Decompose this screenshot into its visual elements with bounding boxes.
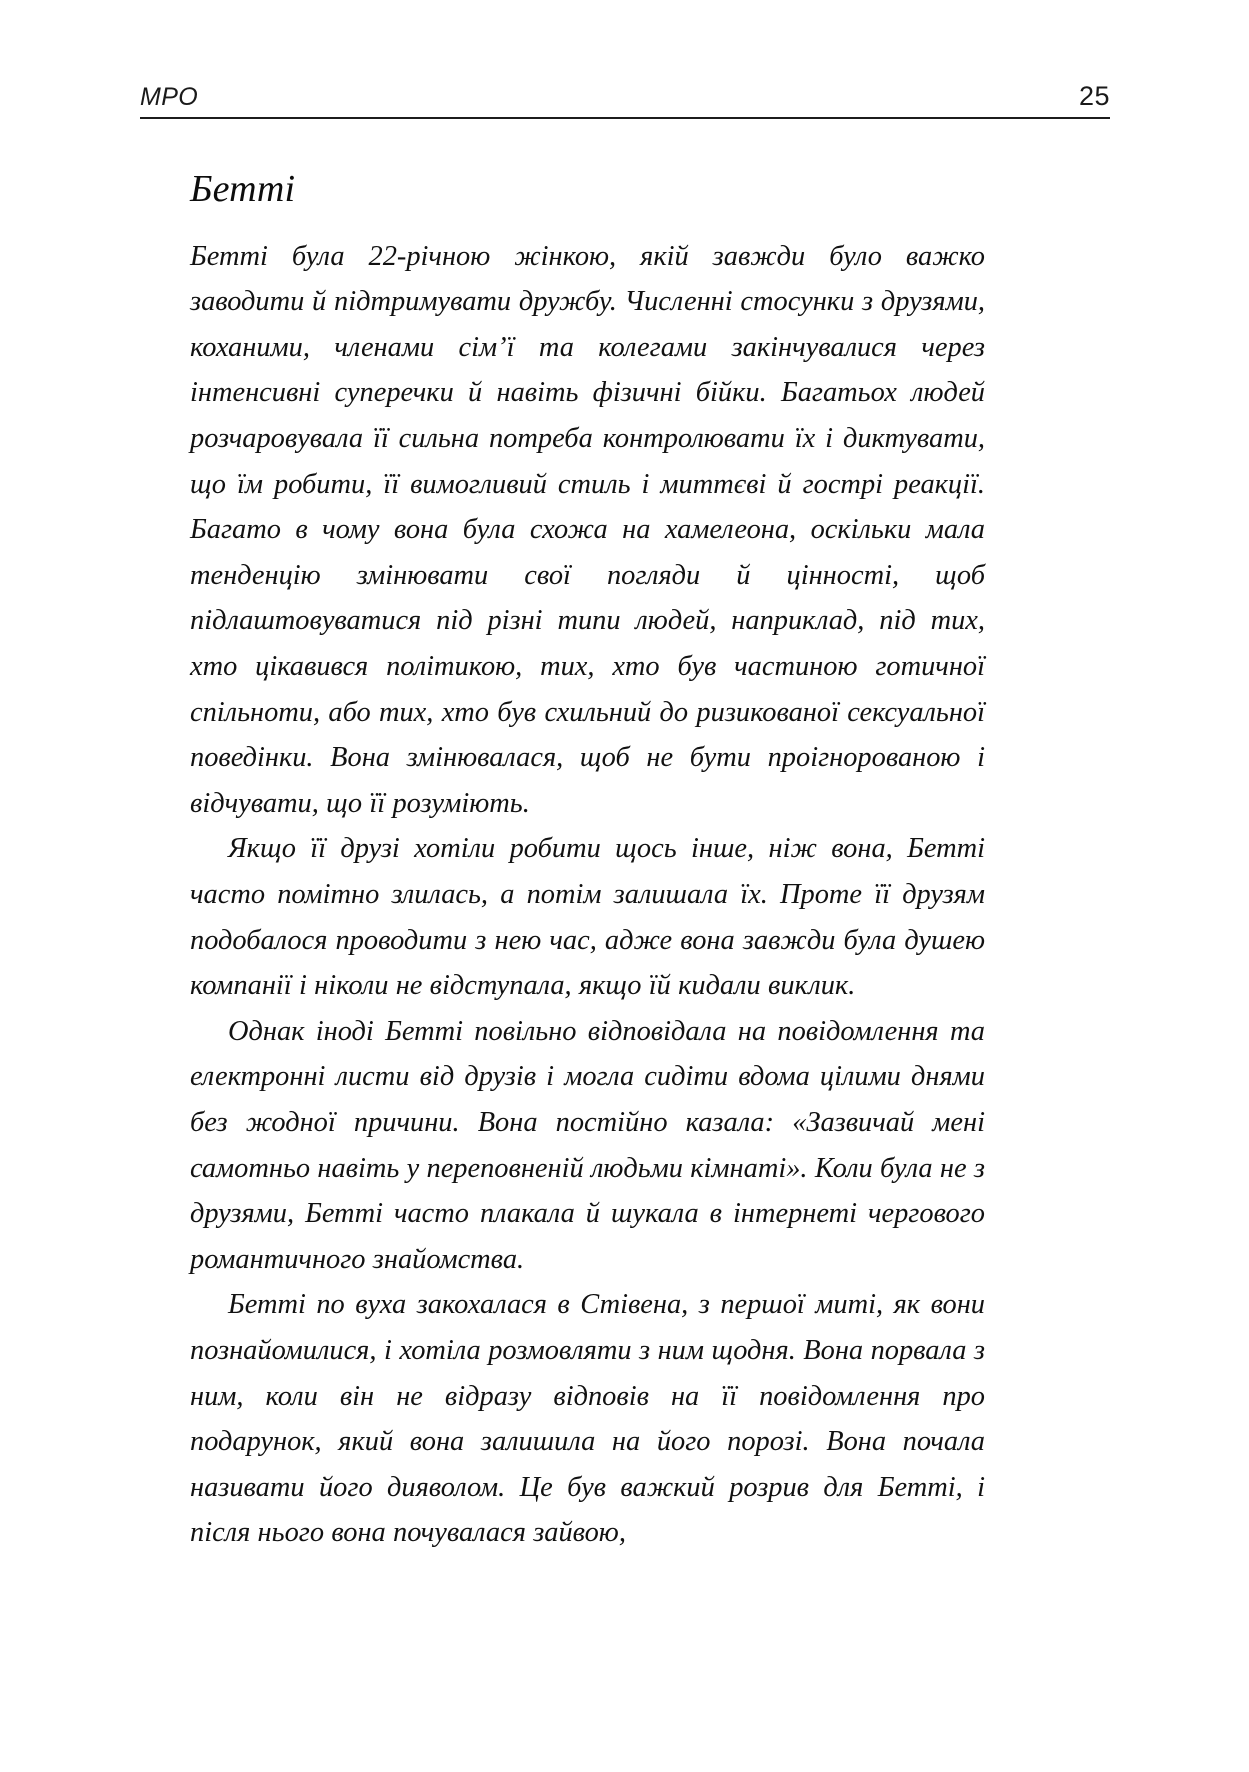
section-heading: Бетті: [190, 168, 296, 210]
body-paragraph: Однак іноді Бетті повільно відповідала на повідомлення та електронні листи від друзів і могла сидіти вдома цілими днями без жодної причини. Вона постійно казала: «Зазвичай мені самотньо навіть у переповненій людьми кімнаті». Коли була не з друзями, Бетті часто плакала й шукала в інтернеті чергового романтичного знайомства.: [190, 1015, 985, 1275]
header-divider-rule: [140, 117, 1110, 119]
body-paragraph: Бетті була 22-річною жінкою, якій завжди було важко заводити й підтримувати дружбу. Численні стосунки з друзями, коханими, членами сім’ї та колегами закінчувалися через інтенсивні суперечки й навіть фізичні бійки. Багатьох людей розчаровувала її сильна потреба контролювати їх і диктувати, що їм робити, її вимогливий стиль і миттєві й гострі реакції. Багато в чому вона була схожа на хамелеона, оскільки мала тенденцію змінювати свої погляди й цінності, щоб підлаштовуватися під різні типи людей, наприклад, під тих, хто цікавився політикою, тих, хто був частиною готичної спільноти, або тих, хто був схильний до ризикованої сексуальної поведінки. Вона змінювалася, щоб не бути проігнорованою і відчувати, що її розуміють.: [190, 240, 985, 819]
body-text-block: [190, 168, 985, 1556]
running-head-title: МРО: [140, 83, 199, 111]
running-head: [140, 58, 1110, 110]
body-paragraph: Бетті по вуха закохалася в Стівена, з першої миті, як вони познайомилися, і хотіла розмовляти з ним щодня. Вона порвала з ним, коли він не відразу відповів на її повідомлення про подарунок, який вона залишила на його порозі. Вона почала називати його дияволом. Це був важкий розрив для Бетті, і після нього вона почувалася зайвою,: [190, 1289, 985, 1549]
body-paragraph: Якщо її друзі хотіли робити щось інше, ніж вона, Бетті часто помітно злилась, а потім залишала їх. Проте її друзям подобалося проводити з нею час, адже вона завжди була душею компанії і ніколи не відступала, якщо їй кидали виклик.: [190, 833, 985, 1002]
page-number: 25: [1078, 81, 1110, 111]
